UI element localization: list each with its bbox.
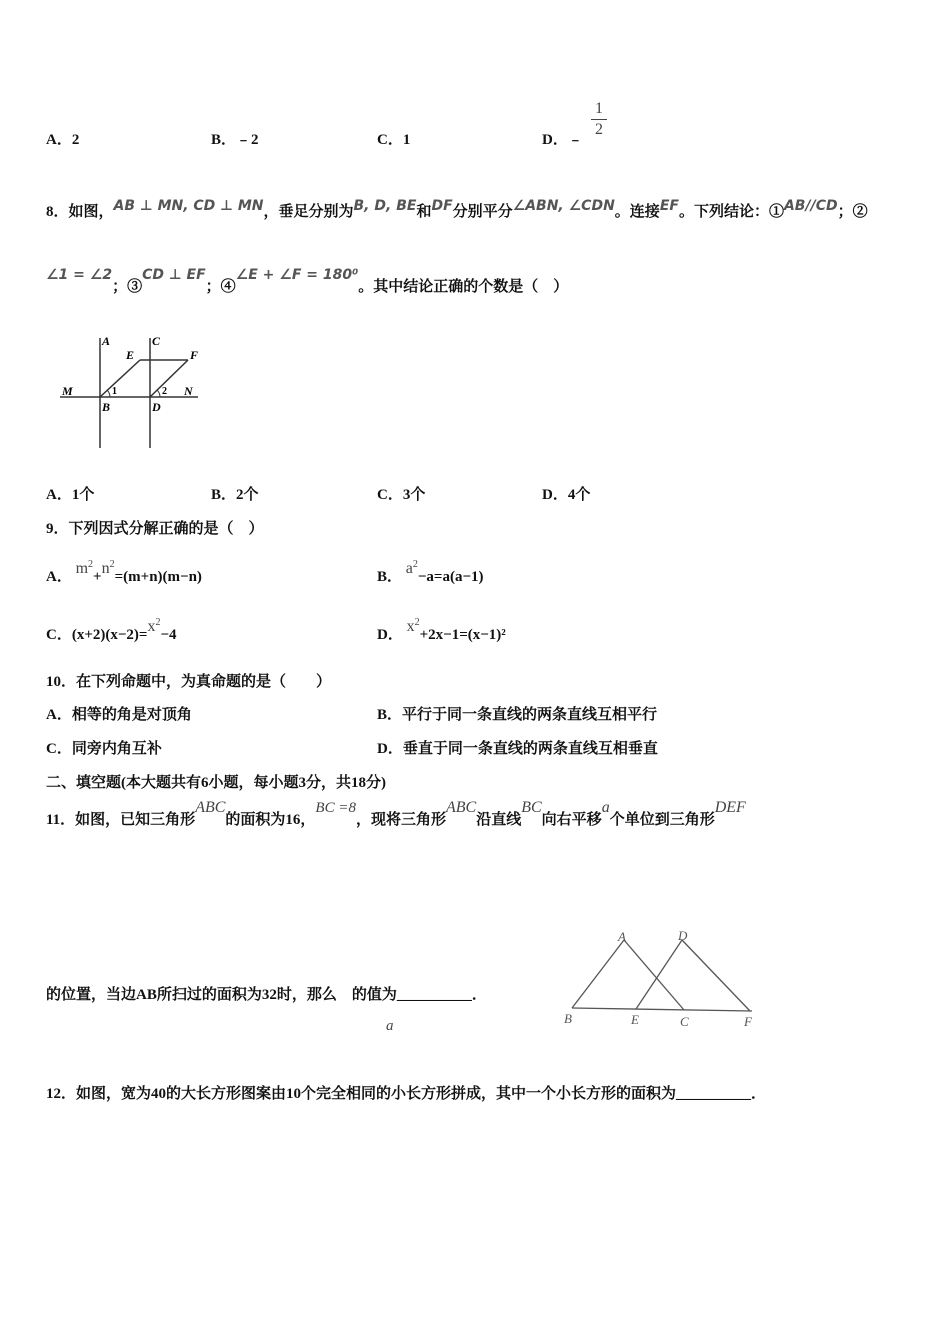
q11-text-3: 沿直线 <box>476 812 522 828</box>
q11-stem-line1 <box>46 799 746 829</box>
label-f: F <box>744 1014 752 1029</box>
q8-text-6: ；② <box>837 204 868 220</box>
section-2-header: 二、填空题(本大题共有6小题，每小题3分，共18分) <box>46 775 386 791</box>
q8-stem-line1 <box>46 200 868 221</box>
q7-option-a: A．2 <box>46 132 80 148</box>
label-d: D <box>152 400 161 414</box>
q9-c-x-exp: 2 <box>155 617 161 628</box>
q9-b-a-exp: 2 <box>412 559 418 570</box>
line-be <box>100 360 140 397</box>
q8-formula-cd-perp-ef: CD ⊥ EF <box>142 267 206 283</box>
q9-option-d <box>377 617 506 644</box>
q11-text-4: 向右平移 <box>541 812 602 828</box>
q12-stem: 12．如图，宽为40的大长方形图案由10个完全相同的小长方形拼成，其中一个小长方形的面积为__________． <box>46 1086 767 1102</box>
line-df <box>150 360 188 397</box>
q9-a-plus: + <box>93 569 102 585</box>
q9-c-x: x <box>147 618 156 635</box>
q9-a-label: A． <box>46 569 72 585</box>
fraction-numerator: 1 <box>595 100 603 117</box>
label-c: C <box>152 334 161 348</box>
q9-a-n: n <box>101 560 110 577</box>
q9-option-a <box>46 559 202 586</box>
q11-figure <box>560 925 760 1035</box>
q7-option-d-prefix: D．﹣ <box>542 132 583 148</box>
q8-formula-df: DF <box>431 198 453 214</box>
q8-formula-ef: EF <box>659 198 679 214</box>
q9-a-m: m <box>75 560 89 577</box>
q8-formula-perp: AB ⊥ MN, CD ⊥ MN <box>113 198 264 214</box>
label-n: N <box>184 384 193 398</box>
q8-text-5: 。下列结论：① <box>678 204 784 220</box>
q8-text-4: 。连接 <box>614 204 660 220</box>
q9-d-x: x <box>406 618 415 635</box>
q9-stem: 9．下列因式分解正确的是（ ） <box>46 521 264 537</box>
q9-c-left: (x+2)(x−2)= <box>71 627 148 643</box>
q8-text-7: ；③ <box>112 279 143 295</box>
q11-number: 11．如图，已知三角形 <box>46 812 196 828</box>
q7-option-c: C．1 <box>377 132 411 148</box>
q7-option-d <box>542 128 583 149</box>
label-d: D <box>678 928 688 943</box>
q11-a-2: a <box>386 1018 394 1034</box>
q9-d-rest: +2x−1=(x−1)² <box>419 627 506 643</box>
q10-option-b: B．平行于同一条直线的两条直线互相平行 <box>377 707 658 723</box>
q8-text-2: 和 <box>416 204 432 220</box>
q9-b-rest: −a=a(a−1) <box>417 569 484 585</box>
q8-text-8: ；④ <box>205 279 236 295</box>
q8-formula-angles: ∠ABN, ∠CDN <box>512 198 615 214</box>
angle-2-arc <box>157 390 160 397</box>
q8-formula-angle-eq: ∠1 = ∠2 <box>46 267 113 283</box>
angle-1-arc <box>107 390 110 397</box>
q10-option-c: C．同旁内角互补 <box>46 741 162 757</box>
q11-abc-2: ABC <box>445 799 477 816</box>
label-b: B <box>564 1011 572 1026</box>
q9-option-c <box>46 617 177 644</box>
q8-formula-parallel: AB//CD <box>783 198 838 214</box>
q8-option-a: A．1个 <box>46 487 95 503</box>
q9-d-x-exp: 2 <box>414 617 420 628</box>
q8-option-d: D．4个 <box>542 487 591 503</box>
q8-formula-bdbe: B, D, BE <box>353 198 417 214</box>
side-df <box>682 940 750 1011</box>
q8-text-3: 分别平分 <box>452 204 513 220</box>
q11-text-5: 个单位到三角形 <box>609 812 715 828</box>
label-a: A <box>102 334 111 348</box>
q11-text-2: ，现将三角形 <box>355 812 446 828</box>
q11-text-1: 的面积为16， <box>225 812 316 828</box>
label-angle-2: 2 <box>162 386 167 397</box>
q10-stem: 10．在下列命题中，为真命题的是（ ） <box>46 674 332 690</box>
q10-option-d: D．垂直于同一条直线的两条直线互相垂直 <box>377 741 658 757</box>
q9-b-a: a <box>405 560 413 577</box>
q11-def: DEF <box>714 799 746 816</box>
q7-option-b: B．﹣2 <box>211 132 259 148</box>
q9-d-label: D． <box>377 627 403 643</box>
q9-a-m-exp: 2 <box>88 559 94 570</box>
q9-c-label: C． <box>46 627 72 643</box>
q9-c-rest: −4 <box>160 627 177 643</box>
q8-option-c: C．3个 <box>377 487 426 503</box>
q10-option-a: A．相等的角是对顶角 <box>46 707 192 723</box>
side-ab <box>572 940 624 1008</box>
q8-number: 8．如图， <box>46 204 114 220</box>
q11-bc: BC <box>521 799 542 816</box>
q7-fraction <box>591 100 607 139</box>
q11-bc-eq: BC =8 <box>315 800 356 816</box>
q11-abc-1: ABC <box>195 799 226 816</box>
label-e: E <box>126 348 135 362</box>
label-b: B <box>102 400 111 414</box>
q11-stem-line2: 的位置，当边AB所扫过的面积为32时，那么 的值为__________． <box>46 987 487 1003</box>
q9-a-rest: =(m+n)(m−n) <box>114 569 202 585</box>
fraction-bar <box>591 119 607 120</box>
q8-formula-sum: ∠E + ∠F = 180⁰ <box>235 267 359 283</box>
q8-option-b: B．2个 <box>211 487 259 503</box>
label-c: C <box>680 1014 689 1029</box>
q8-text-9: 。其中结论正确的个数是（ ） <box>358 279 569 295</box>
q8-text-1: ，垂足分别为 <box>263 204 354 220</box>
q9-option-b <box>377 559 484 586</box>
label-angle-1: 1 <box>112 386 117 397</box>
label-a: A <box>618 929 626 944</box>
label-f: F <box>190 348 199 362</box>
line-bf <box>572 1008 752 1011</box>
label-e: E <box>631 1012 639 1027</box>
q8-figure <box>58 330 208 455</box>
q11-a-1: a <box>601 799 610 816</box>
q9-b-label: B． <box>377 569 403 585</box>
q9-a-n-exp: 2 <box>109 559 115 570</box>
label-m: M <box>62 384 73 398</box>
fraction-denominator: 2 <box>595 121 603 138</box>
q8-stem-line2 <box>46 267 569 296</box>
